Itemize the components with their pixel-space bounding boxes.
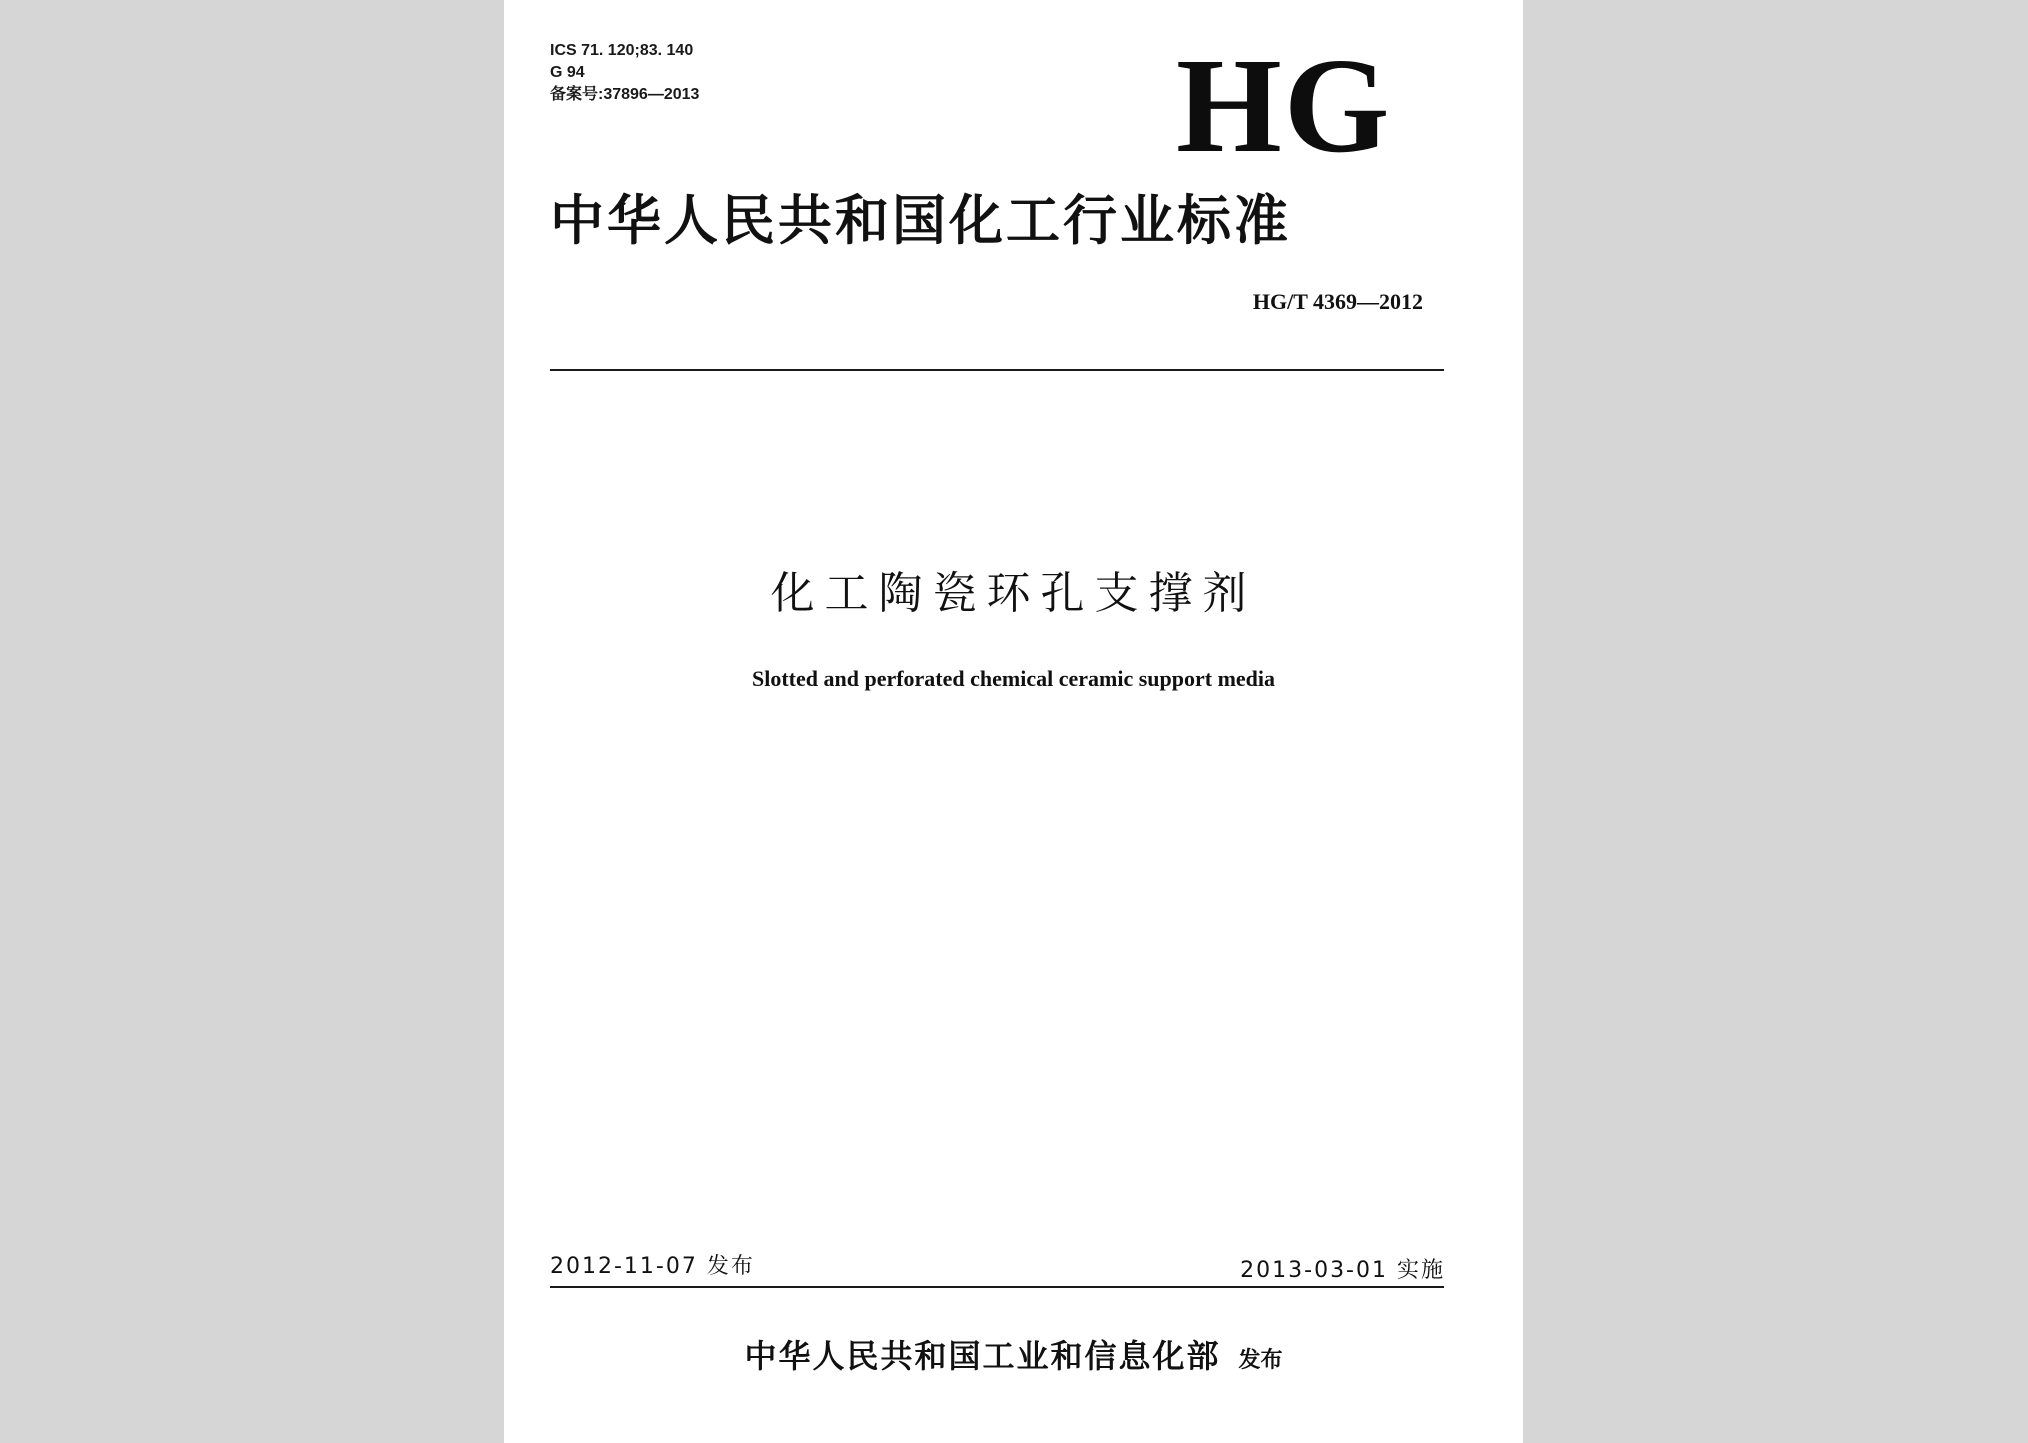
publisher-organization: 中华人民共和国工业和信息化部 [744, 1337, 1221, 1375]
filing-number: 备案号:37896—2013 [550, 86, 700, 103]
document-title-english: Slotted and perforated chemical ceramic support media [751, 666, 1276, 691]
effective-date: 2013-03-01 实施 [1240, 1258, 1445, 1283]
publisher-verb: 发布 [1238, 1348, 1283, 1373]
standard-org-title: 中华人民共和国化工行业标准 [550, 189, 1291, 252]
header-divider [550, 369, 1444, 371]
ics-code: ICS 71. 120;83. 140 [550, 42, 694, 59]
document-page [504, 0, 1523, 1443]
issue-date: 2012-11-07 发布 [550, 1254, 755, 1279]
ccs-code: G 94 [550, 64, 585, 81]
standard-number: HG/T 4369—2012 [1252, 289, 1423, 314]
hg-logo: HG [1176, 31, 1392, 181]
document-title-chinese: 化工陶瓷环孔支撑剂 [770, 568, 1257, 619]
footer-divider [550, 1286, 1444, 1288]
publisher-line [504, 1336, 1523, 1381]
classification-block [550, 40, 699, 106]
